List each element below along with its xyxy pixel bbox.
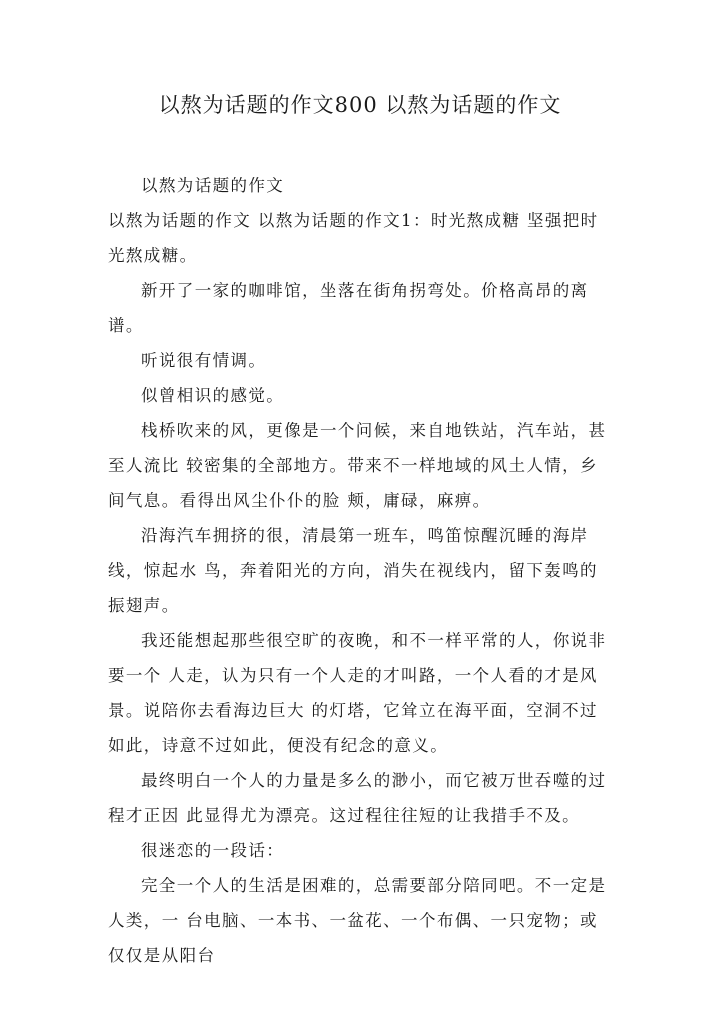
paragraph: 完全一个人的生活是困难的，总需要部分陪同吧。不一定是人类，一 台电脑、一本书、一盆花、一个布偶、一只宠物；或仅仅是从阳台 xyxy=(108,876,607,965)
paragraph: 栈桥吹来的风，更像是一个问候，来自地铁站，汽车站，甚至人流比 较密集的全部地方。带来不一样地域的风土人情，乡间气息。看得出风尘仆仆的脸 颊，庸碌，麻痹。 xyxy=(108,421,607,510)
paragraph: 听说很有情调。 xyxy=(141,351,267,370)
paragraph: 很迷恋的一段话： xyxy=(141,841,285,860)
paragraph: 我还能想起那些很空旷的夜晚，和不一样平常的人，你说非要一个 人走，认为只有一个人走的才叫路，一个人看的才是风景。说陪你去看海边巨大 的灯塔，它耸立在海平面，空洞不过如此，诗意不过如此，便没有纪念的意义。 xyxy=(108,631,607,755)
paragraph: 以熬为话题的作文 以熬为话题的作文1：时光熬成糖 坚强把时光熬成糖。 xyxy=(108,211,599,265)
document-body xyxy=(108,168,612,973)
paragraph: 沿海汽车拥挤的很，清晨第一班车，鸣笛惊醒沉睡的海岸线，惊起水 鸟，奔着阳光的方向，消失在视线内，留下轰鸣的振翅声。 xyxy=(108,526,598,615)
paragraph: 最终明白一个人的力量是多么的渺小，而它被万世吞噬的过程才正因 此显得尤为漂亮。这过程往往短的让我措手不及。 xyxy=(108,771,607,825)
document-title: 以熬为话题的作文800 以熬为话题的作文 xyxy=(158,93,562,117)
paragraph: 似曾相识的感觉。 xyxy=(141,386,285,405)
paragraph: 新开了一家的咖啡馆，坐落在街角拐弯处。价格高昂的离谱。 xyxy=(108,281,589,335)
paragraph: 以熬为话题的作文 xyxy=(141,176,285,195)
